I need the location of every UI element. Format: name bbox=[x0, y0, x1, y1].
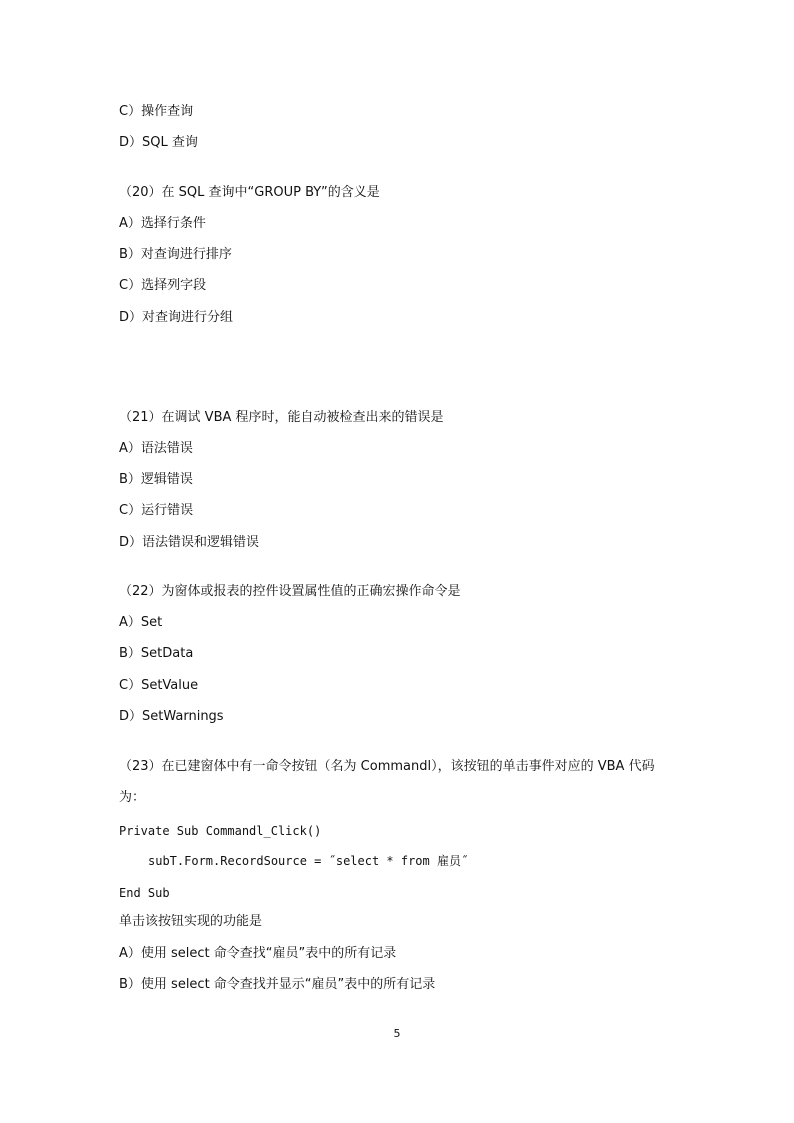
q19-option-d: D）SQL 查询 bbox=[119, 135, 198, 150]
q22-option-c: C）SetValue bbox=[119, 678, 199, 693]
q20-option-a: A）选择行条件 bbox=[119, 216, 206, 231]
q23-question-line-2: 为： bbox=[119, 790, 146, 805]
q22-option-b: B）SetData bbox=[119, 646, 194, 661]
q21-option-c: C）运行错误 bbox=[119, 503, 194, 518]
q22-option-a: A）Set bbox=[119, 615, 163, 630]
q20-option-c: C）选择列字段 bbox=[119, 278, 207, 293]
q21-question: （21）在调试 VBA 程序时，能自动被检查出来的错误是 bbox=[119, 410, 444, 425]
q23-code-line-2: subT.Form.RecordSource = ˝select * from 雇员˝ bbox=[148, 854, 469, 868]
q23-code-line-3: End Sub bbox=[119, 886, 170, 900]
q23-option-a: A）使用 select 命令查找“雇员”表中的所有记录 bbox=[119, 946, 397, 961]
q19-option-c: C）操作查询 bbox=[119, 104, 194, 119]
q23-code-line-1: Private Sub Commandl_Click() bbox=[119, 824, 322, 838]
q23-option-b: B）使用 select 命令查找并显示“雇员”表中的所有记录 bbox=[119, 977, 436, 992]
q21-option-d: D）语法错误和逻辑错误 bbox=[119, 535, 260, 550]
page-number: 5 bbox=[393, 1027, 401, 1040]
q23-question-line-1: （23）在已建窗体中有一命令按钮（名为 Commandl），该按钮的单击事件对应的 VBA 代码 bbox=[119, 759, 655, 774]
q22-option-d: D）SetWarnings bbox=[119, 709, 224, 724]
q20-option-d: D）对查询进行分组 bbox=[119, 310, 234, 325]
q23-prompt: 单击该按钮实现的功能是 bbox=[119, 914, 263, 929]
q20-option-b: B）对查询进行排序 bbox=[119, 247, 232, 262]
q22-question: （22）为窗体或报表的控件设置属性值的正确宏操作命令是 bbox=[119, 584, 461, 599]
q21-option-b: B）逻辑错误 bbox=[119, 472, 193, 487]
q20-question: （20）在 SQL 查询中“GROUP BY”的含义是 bbox=[119, 185, 380, 200]
q21-option-a: A）语法错误 bbox=[119, 441, 193, 456]
